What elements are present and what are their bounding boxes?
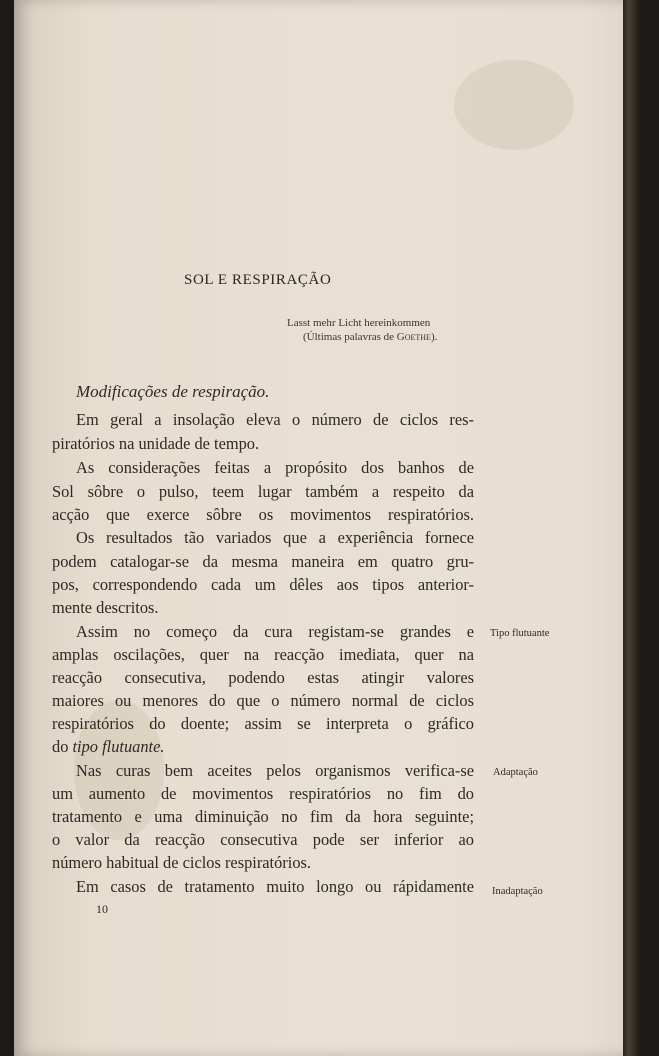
body-line: número habitual de ciclos respiratórios. — [52, 853, 311, 872]
body-line: piratórios na unidade de tempo. — [52, 434, 260, 453]
body-line: Nas curas bem aceites pelos organismos verifica-se — [76, 761, 474, 780]
epigraph-author: Goethe — [396, 331, 431, 343]
body-line: Em geral a insolação eleva o número de ciclos res- — [76, 410, 474, 429]
body-line: o valor da reacção consecutiva pode ser inferior ao — [52, 830, 474, 849]
margin-note-inadaptacao: Inadaptação — [492, 886, 543, 897]
body-line: um aumento de movimentos respiratórios no fim do — [52, 784, 474, 803]
body-line: acção que exerce sôbre os movimentos respiratórios. — [52, 505, 474, 524]
chapter-title: SOL E RESPIRAÇÃO — [184, 272, 332, 288]
margin-note-adaptacao: Adaptação — [493, 767, 538, 778]
body-line: mente descritos. — [52, 598, 159, 617]
body-line: maiores ou menores do que o número normal de ciclos — [52, 691, 474, 710]
margin-note-tipo-flutuante: Tipo flutuante — [490, 628, 550, 639]
italic-term: tipo flutuante. — [72, 737, 165, 756]
body-line: pos, correspondendo cada um dêles aos tipos anterior- — [52, 575, 474, 594]
body-line: respiratórios do doente; assim se interpreta o gráfico — [52, 714, 474, 733]
page-number: 10 — [96, 902, 108, 916]
epigraph — [287, 316, 437, 344]
body-line: As considerações feitas a propósito dos banhos de — [76, 458, 474, 477]
body-line: podem catalogar-se da mesma maneira em quatro gru- — [52, 552, 474, 571]
epigraph-quote: Lasst mehr Licht hereinkommen — [287, 317, 431, 329]
body-line: Sol sôbre o pulso, teem lugar também a respeito da — [52, 482, 474, 501]
body-line: tratamento e uma diminuição no fim da hora seguinte; — [52, 807, 474, 826]
body-line: Em casos de tratamento muito longo ou rápidamente — [76, 877, 474, 896]
body-line: Assim no começo da cura registam-se grandes e — [76, 622, 474, 641]
section-heading: Modificações de respiração. — [76, 382, 270, 401]
page-edge — [623, 0, 641, 1056]
body-line: amplas oscilações, quer na reacção imediata, quer na — [52, 645, 474, 664]
epigraph-attribution: (Últimas palavras de Goethe). — [303, 331, 438, 343]
body-line: reacção consecutiva, podendo estas atingir valores — [52, 668, 474, 687]
paper-stain — [454, 60, 574, 150]
body-line: do tipo flutuante. — [52, 737, 165, 756]
body-line: Os resultados tão variados que a experiência fornece — [76, 528, 474, 547]
